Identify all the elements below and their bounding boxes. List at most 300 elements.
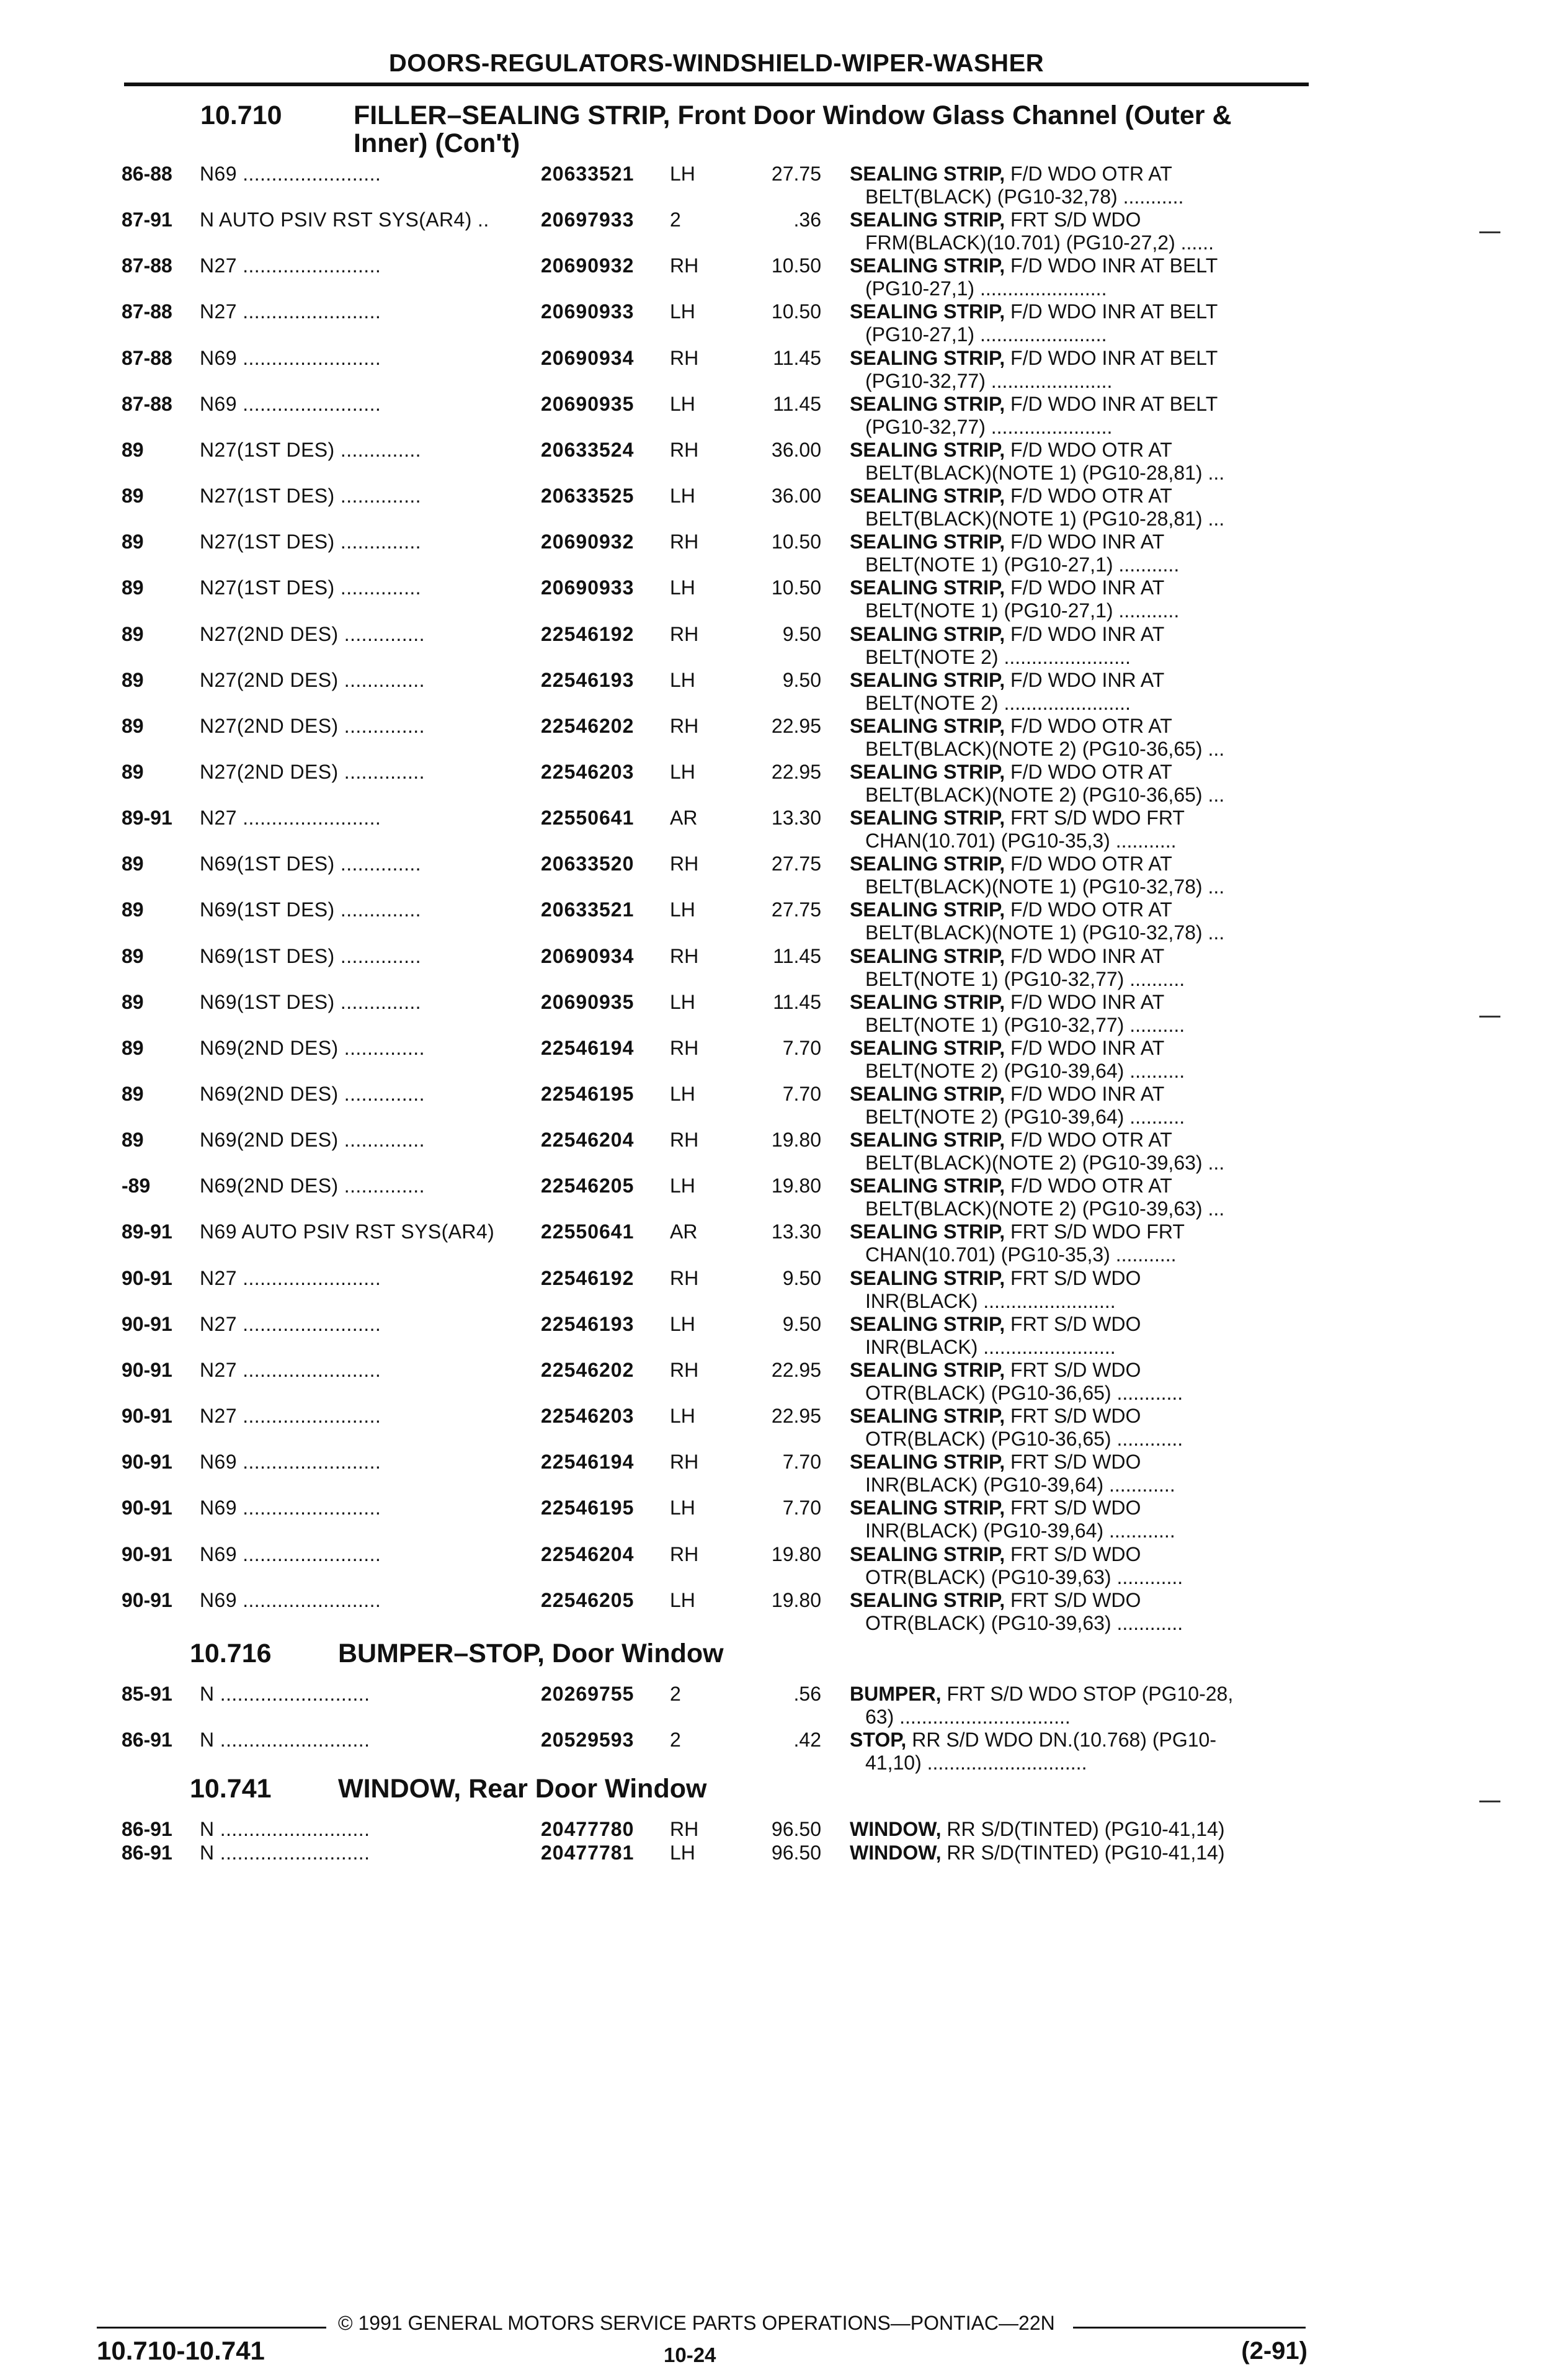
description-continued: (PG10-32,77) ...................... — [865, 369, 1113, 392]
description-text: F/D WDO INR AT — [1005, 1036, 1165, 1059]
part-name: SEALING STRIP, — [850, 944, 1005, 967]
model-code: N69(1ST DES) .............. — [200, 898, 421, 921]
model-years: 90-91 — [122, 1451, 172, 1474]
part-description — [850, 576, 1296, 622]
part-description — [850, 623, 1296, 669]
table-row — [0, 1729, 1568, 1774]
table-row — [0, 623, 1568, 669]
description-continued: BELT(NOTE 1) (PG10-32,77) .......... — [865, 967, 1185, 990]
part-number: 20269755 — [541, 1683, 635, 1705]
table-row — [0, 1175, 1568, 1220]
description-continued: OTR(BLACK) (PG10-39,63) ............ — [865, 1565, 1183, 1588]
price: 10.50 — [771, 576, 821, 599]
quantity: LH — [670, 392, 695, 415]
footer-date: (2-91) — [1241, 2337, 1307, 2365]
price: 7.70 — [782, 1451, 821, 1474]
table-row — [0, 300, 1568, 346]
table-row — [0, 669, 1568, 715]
part-name: SEALING STRIP, — [850, 530, 1005, 553]
description-continued: CHAN(10.701) (PG10-35,3) ........... — [865, 830, 1177, 852]
price: 22.95 — [771, 760, 821, 783]
price: 7.70 — [782, 1497, 821, 1519]
description-line — [850, 300, 1296, 323]
description-text: FRT S/D WDO — [1005, 1588, 1141, 1611]
model-years: 87-88 — [122, 300, 172, 323]
description-line — [850, 1683, 1296, 1706]
price: 27.75 — [771, 852, 821, 875]
model-years: -89 — [122, 1175, 151, 1197]
part-number: 22546203 — [541, 760, 635, 783]
table-row — [0, 898, 1568, 944]
description-continued: BELT(BLACK)(NOTE 2) (PG10-39,63) ... — [865, 1152, 1225, 1175]
table-row — [0, 761, 1568, 807]
description-line — [850, 1359, 1296, 1382]
part-name: SEALING STRIP, — [850, 1405, 1005, 1428]
description-text: F/D WDO OTR AT — [1005, 898, 1172, 921]
part-name: SEALING STRIP, — [850, 807, 1005, 830]
description-line — [850, 1037, 1296, 1060]
quantity: LH — [670, 898, 695, 921]
model-years: 86-91 — [122, 1818, 172, 1840]
section-title-continued: Inner) (Con't) — [354, 128, 520, 158]
model-years: 87-88 — [122, 392, 172, 415]
footer-rule-right — [1073, 2327, 1306, 2329]
part-name: SEALING STRIP, — [850, 1497, 1005, 1519]
part-number: 22546192 — [541, 1266, 635, 1289]
price: 9.50 — [782, 1266, 821, 1289]
part-description — [850, 1683, 1296, 1729]
part-description — [850, 530, 1296, 576]
model-years: 89 — [122, 485, 144, 508]
description-line — [850, 1220, 1296, 1243]
part-number: 22546204 — [541, 1129, 635, 1152]
model-years: 89 — [122, 760, 144, 783]
part-description — [850, 485, 1296, 530]
table-row — [0, 945, 1568, 991]
description-continued: (PG10-27,1) ....................... — [865, 277, 1107, 300]
quantity: LH — [670, 1497, 695, 1519]
quantity: RH — [670, 622, 699, 645]
description-text: F/D WDO INR AT BELT — [1005, 254, 1218, 277]
model-code: N27(1ST DES) .............. — [200, 576, 421, 599]
model-code: N27(2ND DES) .............. — [200, 760, 425, 783]
table-row — [0, 1083, 1568, 1129]
part-name: SEALING STRIP, — [850, 163, 1005, 185]
price: 11.45 — [773, 346, 821, 369]
section-title: WINDOW, Rear Door Window — [338, 1774, 707, 1804]
part-description — [850, 1818, 1296, 1841]
description-text: FRT S/D WDO — [1005, 1451, 1141, 1474]
model-code: N69(2ND DES) .............. — [200, 1129, 425, 1152]
model-years: 87-88 — [122, 254, 172, 277]
part-description — [850, 1589, 1296, 1635]
table-row — [0, 991, 1568, 1037]
part-number: 20690935 — [541, 990, 635, 1013]
model-years: 90-91 — [122, 1266, 172, 1289]
description-continued: BELT(NOTE 2) (PG10-39,64) .......... — [865, 1106, 1185, 1128]
price: 19.80 — [771, 1588, 821, 1611]
description-continued: INR(BLACK) ........................ — [865, 1289, 1116, 1312]
part-name: SEALING STRIP, — [850, 668, 1005, 691]
model-years: 90-91 — [122, 1405, 172, 1428]
part-name: SEALING STRIP, — [850, 1588, 1005, 1611]
price: 22.95 — [771, 714, 821, 737]
table-row — [0, 1220, 1568, 1266]
part-name: SEALING STRIP, — [850, 346, 1005, 369]
table-row — [0, 1359, 1568, 1405]
quantity: LH — [670, 1083, 695, 1105]
model-years: 89 — [122, 1083, 144, 1105]
quantity: LH — [670, 1175, 695, 1197]
part-description — [850, 669, 1296, 715]
description-text: FRT S/D WDO — [1005, 208, 1141, 231]
model-code: N27(2ND DES) .............. — [200, 668, 425, 691]
model-code: N69(1ST DES) .............. — [200, 944, 421, 967]
price: 7.70 — [782, 1036, 821, 1059]
description-line — [850, 991, 1296, 1014]
model-code: N27 ........................ — [200, 1312, 381, 1335]
description-continued: FRM(BLACK)(10.701) (PG10-27,2) ...... — [865, 231, 1214, 254]
description-line — [850, 715, 1296, 738]
table-row — [0, 1451, 1568, 1497]
quantity: RH — [670, 1266, 699, 1289]
quantity: RH — [670, 852, 699, 875]
part-name: SEALING STRIP, — [850, 300, 1005, 323]
part-description — [850, 1359, 1296, 1405]
description-line — [850, 852, 1296, 875]
model-code: N27 ........................ — [200, 1405, 381, 1428]
model-code: N .......................... — [200, 1841, 370, 1864]
part-name: SEALING STRIP, — [850, 254, 1005, 277]
description-line — [850, 347, 1296, 370]
part-description — [850, 393, 1296, 439]
model-code: N69(2ND DES) .............. — [200, 1036, 425, 1059]
model-years: 90-91 — [122, 1358, 172, 1381]
part-name: SEALING STRIP, — [850, 485, 1005, 508]
footer-section-range: 10.710-10.741 — [97, 2336, 265, 2365]
model-code: N .......................... — [200, 1818, 370, 1840]
price: 36.00 — [771, 438, 821, 461]
table-row — [0, 439, 1568, 485]
description-text: F/D WDO INR AT — [1005, 668, 1165, 691]
description-continued: INR(BLACK) (PG10-39,64) ............ — [865, 1474, 1175, 1497]
description-continued: BELT(NOTE 2) ....................... — [865, 691, 1131, 714]
part-description — [850, 807, 1296, 852]
description-continued: BELT(BLACK)(NOTE 1) (PG10-32,78) ... — [865, 875, 1225, 898]
part-number: 20477780 — [541, 1818, 635, 1840]
model-code: N AUTO PSIV RST SYS(AR4) .. — [200, 208, 489, 231]
table-row — [0, 485, 1568, 530]
part-number: 20690933 — [541, 300, 635, 323]
description-line — [850, 1129, 1296, 1152]
part-description — [850, 254, 1296, 300]
model-years: 89 — [122, 530, 144, 553]
part-number: 22550641 — [541, 1220, 635, 1243]
table-row — [0, 1313, 1568, 1359]
part-number: 20633525 — [541, 485, 635, 508]
description-continued: BELT(BLACK) (PG10-32,78) ........... — [865, 186, 1184, 208]
part-number: 20690934 — [541, 346, 635, 369]
quantity: RH — [670, 1358, 699, 1381]
price: 9.50 — [782, 1312, 821, 1335]
part-name: SEALING STRIP, — [850, 714, 1005, 737]
quantity: RH — [670, 438, 699, 461]
part-number: 22546202 — [541, 1358, 635, 1381]
part-number: 20690932 — [541, 530, 635, 553]
description-continued: OTR(BLACK) (PG10-36,65) ............ — [865, 1381, 1183, 1404]
part-number: 20690934 — [541, 944, 635, 967]
model-years: 89 — [122, 898, 144, 921]
model-years: 90-91 — [122, 1542, 172, 1565]
part-number: 22546195 — [541, 1497, 635, 1519]
part-description — [850, 852, 1296, 898]
part-name: SEALING STRIP, — [850, 898, 1005, 921]
description-continued: BELT(NOTE 2) (PG10-39,64) .......... — [865, 1059, 1185, 1082]
description-line — [850, 1497, 1296, 1519]
price: 13.30 — [771, 1220, 821, 1243]
part-description — [850, 945, 1296, 991]
part-name: SEALING STRIP, — [850, 1220, 1005, 1243]
price: .42 — [793, 1729, 821, 1751]
description-text: RR S/D WDO DN.(10.768) (PG10- — [906, 1729, 1216, 1751]
description-continued: INR(BLACK) (PG10-39,64) ............ — [865, 1519, 1175, 1542]
quantity: LH — [670, 990, 695, 1013]
part-number: 22546193 — [541, 1312, 635, 1335]
part-name: SEALING STRIP, — [850, 622, 1005, 645]
model-years: 89 — [122, 990, 144, 1013]
part-name: WINDOW, — [850, 1841, 942, 1864]
table-row — [0, 807, 1568, 852]
description-text: F/D WDO OTR AT — [1005, 163, 1172, 185]
price: 22.95 — [771, 1405, 821, 1428]
description-line — [850, 669, 1296, 692]
description-line — [850, 945, 1296, 968]
model-years: 89 — [122, 1129, 144, 1152]
description-line — [850, 898, 1296, 921]
part-description — [850, 1175, 1296, 1220]
price: 10.50 — [771, 300, 821, 323]
part-name: SEALING STRIP, — [850, 208, 1005, 231]
model-code: N69 ........................ — [200, 1542, 381, 1565]
price: .56 — [793, 1683, 821, 1705]
description-text: F/D WDO OTR AT — [1005, 1129, 1172, 1152]
quantity: 2 — [670, 208, 681, 231]
model-years: 89-91 — [122, 807, 172, 830]
part-description — [850, 898, 1296, 944]
description-text: FRT S/D WDO — [1005, 1497, 1141, 1519]
model-code: N69(1ST DES) .............. — [200, 852, 421, 875]
description-continued: BELT(NOTE 1) (PG10-27,1) ........... — [865, 599, 1180, 622]
table-row — [0, 1267, 1568, 1313]
price: 9.50 — [782, 668, 821, 691]
part-description — [850, 1405, 1296, 1451]
part-name: WINDOW, — [850, 1818, 942, 1840]
price: 19.80 — [771, 1175, 821, 1197]
part-description — [850, 1497, 1296, 1542]
part-description — [850, 1129, 1296, 1175]
description-continued: OTR(BLACK) (PG10-39,63) ............ — [865, 1611, 1183, 1634]
quantity: RH — [670, 1036, 699, 1059]
part-name: SEALING STRIP, — [850, 1451, 1005, 1474]
description-line — [850, 1589, 1296, 1612]
table-row — [0, 852, 1568, 898]
quantity: 2 — [670, 1729, 681, 1751]
quantity: LH — [670, 1405, 695, 1428]
model-code: N69(2ND DES) .............. — [200, 1175, 425, 1197]
part-description — [850, 715, 1296, 761]
table-row — [0, 576, 1568, 622]
price: 9.50 — [782, 622, 821, 645]
quantity: 2 — [670, 1683, 681, 1705]
model-years: 89 — [122, 944, 144, 967]
quantity: RH — [670, 944, 699, 967]
price: 96.50 — [771, 1841, 821, 1864]
model-years: 89 — [122, 622, 144, 645]
quantity: AR — [670, 1220, 698, 1243]
description-text: F/D WDO OTR AT — [1005, 485, 1172, 508]
model-years: 89 — [122, 438, 144, 461]
price: 27.75 — [771, 898, 821, 921]
model-years: 86-88 — [122, 163, 172, 185]
model-code: N69 ........................ — [200, 392, 381, 415]
price: 19.80 — [771, 1542, 821, 1565]
quantity: RH — [670, 346, 699, 369]
part-number: 20633521 — [541, 898, 635, 921]
table-row — [0, 1037, 1568, 1083]
model-years: 89 — [122, 576, 144, 599]
margin-mark — [1479, 231, 1500, 233]
part-name: SEALING STRIP, — [850, 438, 1005, 461]
section-title: FILLER–SEALING STRIP, Front Door Window Glass Channel (Outer & — [354, 101, 1232, 130]
part-name: SEALING STRIP, — [850, 1358, 1005, 1381]
description-continued: 41,10) ............................. — [865, 1752, 1087, 1774]
description-continued: BELT(NOTE 1) (PG10-32,77) .......... — [865, 1013, 1185, 1036]
model-code: N69(1ST DES) .............. — [200, 990, 421, 1013]
description-text: F/D WDO OTR AT — [1005, 852, 1172, 875]
model-years: 87-91 — [122, 208, 172, 231]
description-text: F/D WDO OTR AT — [1005, 1175, 1172, 1197]
description-continued: (PG10-27,1) ....................... — [865, 323, 1107, 346]
part-description — [850, 300, 1296, 346]
description-text: F/D WDO OTR AT — [1005, 714, 1172, 737]
description-line — [850, 1818, 1296, 1841]
quantity: LH — [670, 1312, 695, 1335]
part-description — [850, 1313, 1296, 1359]
part-name: BUMPER, — [850, 1683, 942, 1705]
margin-mark — [1479, 1016, 1500, 1018]
description-line — [850, 1313, 1296, 1336]
description-text: F/D WDO INR AT — [1005, 576, 1165, 599]
quantity: LH — [670, 760, 695, 783]
model-years: 85-91 — [122, 1683, 172, 1705]
description-continued: BELT(NOTE 1) (PG10-27,1) ........... — [865, 553, 1180, 576]
model-code: N69 ........................ — [200, 1451, 381, 1474]
description-line — [850, 1405, 1296, 1428]
table-row — [0, 254, 1568, 300]
description-text: F/D WDO INR AT — [1005, 530, 1165, 553]
part-number: 20633521 — [541, 163, 635, 185]
price: 36.00 — [771, 485, 821, 508]
section-heading — [0, 101, 1568, 163]
section-number: 10.716 — [190, 1639, 272, 1668]
table-row — [0, 1841, 1568, 1887]
part-description — [850, 1729, 1296, 1774]
part-description — [850, 761, 1296, 807]
description-text: FRT S/D WDO — [1005, 1405, 1141, 1428]
part-description — [850, 1543, 1296, 1589]
price: 19.80 — [771, 1129, 821, 1152]
part-number: 20690935 — [541, 392, 635, 415]
description-continued: OTR(BLACK) (PG10-36,65) ............ — [865, 1428, 1183, 1451]
part-number: 22546202 — [541, 714, 635, 737]
table-row — [0, 163, 1568, 208]
part-name: SEALING STRIP, — [850, 392, 1005, 415]
description-line — [850, 623, 1296, 646]
description-continued: BELT(BLACK)(NOTE 1) (PG10-28,81) ... — [865, 461, 1225, 484]
model-years: 86-91 — [122, 1841, 172, 1864]
part-name: SEALING STRIP, — [850, 1312, 1005, 1335]
price: 7.70 — [782, 1083, 821, 1105]
description-line — [850, 1175, 1296, 1197]
table-row — [0, 715, 1568, 761]
model-years: 86-91 — [122, 1729, 172, 1751]
model-code: N69 ........................ — [200, 1497, 381, 1519]
part-name: SEALING STRIP, — [850, 1129, 1005, 1152]
quantity: LH — [670, 300, 695, 323]
description-text: F/D WDO INR AT — [1005, 944, 1165, 967]
part-name: SEALING STRIP, — [850, 852, 1005, 875]
model-years: 89 — [122, 714, 144, 737]
model-years: 89 — [122, 852, 144, 875]
price: 10.50 — [771, 530, 821, 553]
description-line — [850, 393, 1296, 416]
price: 96.50 — [771, 1818, 821, 1840]
description-line — [850, 1267, 1296, 1290]
quantity: LH — [670, 485, 695, 508]
description-text: F/D WDO INR AT BELT — [1005, 392, 1218, 415]
part-number: 20697933 — [541, 208, 635, 231]
footer-rule-left — [97, 2327, 326, 2329]
part-number: 22546205 — [541, 1175, 635, 1197]
table-row — [0, 1543, 1568, 1589]
model-years: 90-91 — [122, 1497, 172, 1519]
description-text: FRT S/D WDO — [1005, 1312, 1141, 1335]
model-code: N27 ........................ — [200, 254, 381, 277]
description-line — [850, 485, 1296, 508]
price: 11.45 — [773, 990, 821, 1013]
model-code: N69 ........................ — [200, 1588, 381, 1611]
model-code: N27(2ND DES) .............. — [200, 714, 425, 737]
price: .36 — [793, 208, 821, 231]
part-name: SEALING STRIP, — [850, 1036, 1005, 1059]
description-continued: INR(BLACK) ........................ — [865, 1335, 1116, 1358]
description-continued: BELT(NOTE 2) ....................... — [865, 645, 1131, 668]
quantity: RH — [670, 1818, 699, 1840]
footer-copyright: © 1991 GENERAL MOTORS SERVICE PARTS OPERATIONS—PONTIAC—22N — [338, 2312, 1055, 2334]
model-code: N27 ........................ — [200, 1358, 381, 1381]
price: 10.50 — [771, 254, 821, 277]
description-text: FRT S/D WDO STOP (PG10-28, — [941, 1683, 1234, 1705]
quantity: RH — [670, 254, 699, 277]
part-number: 20633520 — [541, 852, 635, 875]
part-number: 22550641 — [541, 807, 635, 830]
table-row — [0, 1405, 1568, 1451]
part-name: SEALING STRIP, — [850, 1083, 1005, 1105]
part-description — [850, 1451, 1296, 1497]
model-code: N69 ........................ — [200, 346, 381, 369]
model-code: N69 ........................ — [200, 163, 381, 185]
quantity: RH — [670, 530, 699, 553]
